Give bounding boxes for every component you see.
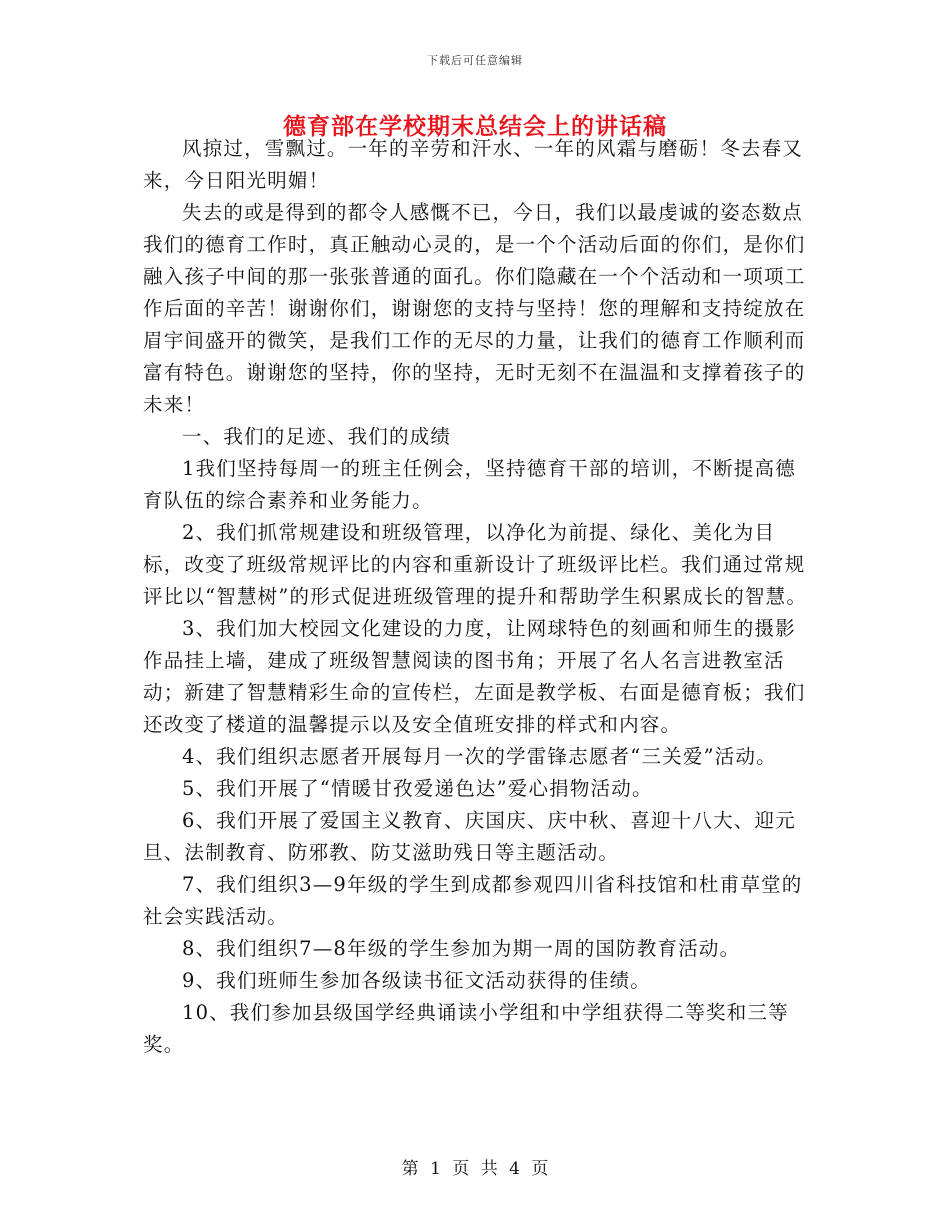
list-item: 3、我们加大校园文化建设的力度，让网球特色的刻画和师生的摄影作品挂上墙，建成了班级智慧阅读的图书角；开展了名人名言进教室活动；新建了智慧精彩生命的宣传栏，左面是教学板、右面是德育板；我们还改变了楼道的温馨提示以及安全值班安排的样式和内容。 — [143, 617, 806, 736]
paragraph: 失去的或是得到的都令人感慨不已，今日，我们以最虔诚的姿态数点我们的德育工作时，真正触动心灵的，是一个个活动后面的你们，是你们融入孩子中间的那一张张普通的面孔。你们隐藏在一个个活动和一项项工作后面的辛苦！谢谢你们，谢谢您的支持与坚持！您的理解和支持绽放在眉宇间盛开的微笑，是我们工作的无尽的力量，让我们的德育工作顺利而富有特色。谢谢您的坚持，你的坚持，无时无刻不在温温和支撑着孩子的未来！ — [143, 201, 806, 416]
list-item: 1我们坚持每周一的班主任例会，坚持德育干部的培训，不断提高德育队伍的综合素养和业务能力。 — [143, 457, 796, 512]
list-item: 2、我们抓常规建设和班级管理，以净化为前提、绿化、美化为目标，改变了班级常规评比的内容和重新设计了班级评比栏。我们通过常规评比以“智慧树”的形式促进班级管理的提升和帮助学生积累成长的智慧。 — [143, 521, 808, 608]
list-item: 9、我们班师生参加各级读书征文活动获得的佳绩。 — [182, 969, 652, 992]
document-title: 德育部在学校期末总结会上的讲话稿 — [283, 113, 667, 140]
document-body — [143, 133, 813, 1061]
header-note: 下载后可任意编辑 — [427, 54, 523, 67]
section-heading: 一、我们的足迹、我们的成绩 — [182, 425, 452, 448]
list-item: 6、我们开展了爱国主义教育、庆国庆、庆中秋、喜迎十八大、迎元旦、法制教育、防邪教、防艾滋助残日等主题活动。 — [143, 809, 796, 864]
list-item: 10、我们参加县级国学经典诵读小学组和中学组获得二等奖和三等奖。 — [143, 1001, 789, 1056]
list-item: 4、我们组织志愿者开展每月一次的学雷锋志愿者“三关爱”活动。 — [182, 745, 777, 768]
page-footer: 第 1 页 共 4 页 — [401, 1159, 549, 1179]
list-item: 7、我们组织3—9年级的学生到成都参观四川省科技馆和杜甫草堂的社会实践活动。 — [143, 873, 803, 928]
list-item: 8、我们组织7—8年级的学生参加为期一周的国防教育活动。 — [182, 937, 741, 960]
paragraph: 风掠过，雪飘过。一年的辛劳和汗水、一年的风霜与磨砺！冬去春又来，今日阳光明媚！ — [143, 137, 804, 192]
list-item: 5、我们开展了“情暖甘孜爱递色达”爱心捐物活动。 — [182, 777, 653, 800]
